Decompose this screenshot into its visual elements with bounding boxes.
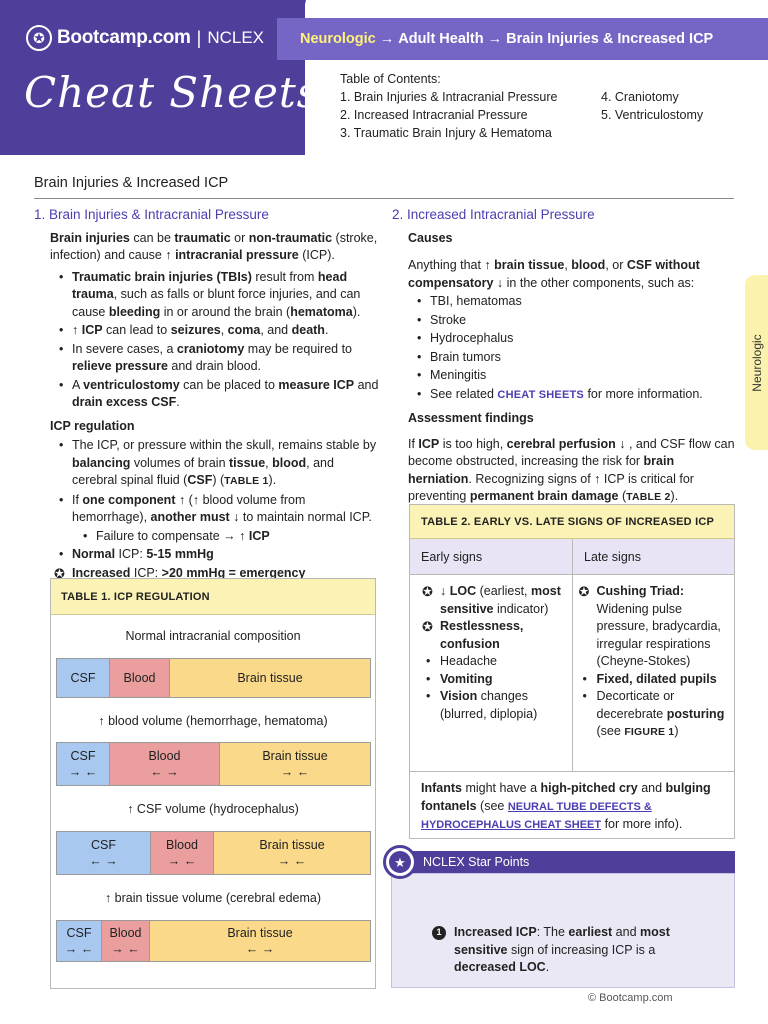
toc-title: Table of Contents: [340,72,441,86]
segment-csf: CSF → ← [57,743,110,785]
icp-regulation-heading: ICP regulation [50,418,135,433]
paragraph-causes: Anything that ↑ brain tissue, blood, or CSF without compensatory ↓ in the other components, such as: [408,258,700,290]
arrows-icon: → ← [64,942,94,956]
list-item: • Vision changes (blurred, diplopia) [440,688,568,723]
segment-brain-tissue: Brain tissue → ← [214,832,370,874]
list-item: • ↑ ICP can lead to seizures, coma, and death. [72,322,379,340]
number-badge: 1 [432,926,446,940]
segment-csf: CSF ← → [57,832,151,874]
segment-csf: CSF → ← [57,921,102,961]
table-title: TABLE 2. EARLY VS. LATE SIGNS OF INCREASED ICP [410,505,734,539]
early-signs-cell [410,575,573,771]
section-heading: 1. Brain Injuries & Intracranial Pressure [34,207,269,222]
list-item: • TBI, hematomas [430,293,738,311]
neural-tube-defects-link[interactable]: NEURAL TUBE DEFECTS & HYDROCEPHALUS CHEAT SHEET [421,800,652,831]
paragraph-assessment: If ICP is too high, cerebral perfusion ↓ , and CSF flow can become obstructed, increasing the risk for brain herniation. Recognizing signs of ↑ ICP is critical for preventing permanent brain damage (TABLE 2). [408,436,735,503]
side-tab-neurologic[interactable] [745,275,768,450]
list-item: • Headache [440,653,568,671]
segment-brain-tissue: Brain tissue [170,659,370,697]
late-signs-cell [573,575,734,771]
breadcrumb-arrow-icon: → [379,31,395,47]
composition-bar-increased-csf [56,831,371,875]
cheat-sheets-script-title: Cheat Sheets [24,68,320,117]
segment-blood: Blood → ← [102,921,150,961]
list-item: • Failure to compensate → ↑ ICP [96,528,379,546]
toc-item[interactable]: 5. Ventriculostomy [601,108,704,122]
breadcrumb-item-neurologic[interactable]: Neurologic [300,31,376,47]
list-item: ✪ Increased ICP: >20 mmHg = emergency [72,565,379,583]
toc-item[interactable]: 4. Craniotomy [601,90,679,104]
star-points-body [391,873,735,988]
logo[interactable] [26,25,264,51]
segment-csf: CSF [57,659,110,697]
table-footnote: Infants might have a high-pitched cry and bulging fontanels (see NEURAL TUBE DEFECTS & HYDROCEPHALUS CHEAT SHEET for more info). [421,781,711,831]
section-body [34,230,379,583]
page-title: Brain Injuries & Increased ICP [34,175,229,191]
list-item: ✪ Cushing Triad: Widening pulse pressure, bradycardia, irregular respirations (Cheyne-Stokes) [597,583,730,671]
list-item: • See related CHEAT SHEETS for more information. [430,386,738,405]
segment-brain-tissue: Brain tissue ← → [150,921,370,961]
list-item: • Normal ICP: 5-15 mmHg [72,546,379,564]
arrows-icon: → ← [111,942,140,956]
breadcrumb-item-current: Brain Injuries & Increased ICP [506,31,714,47]
footer-copyright: © Bootcamp.com [588,992,673,1004]
nclex-star-points [391,851,735,988]
table-caption: ↑ brain tissue volume (cerebral edema) [104,891,322,905]
bullet-list [50,546,379,582]
arrows-icon: → ← [277,854,307,868]
table-caption: Normal intracranial composition [125,629,301,643]
list-item: • Brain tumors [430,349,738,367]
table-caption: ↑ blood volume (hemorrhage, hematoma) [98,714,328,728]
bullet-list [50,269,379,412]
table-of-contents [340,70,704,140]
causes-list [408,293,738,404]
bullet-list [50,528,379,546]
section-increased-icp [392,206,738,511]
star-icon: ✪ [26,25,52,51]
table-icp-regulation [50,578,376,989]
list-item: • Decorticate or decerebrate posturing (see FIGURE 1) [597,688,730,742]
composition-bar-increased-blood [56,742,371,786]
segment-blood: Blood ← → [110,743,220,785]
list-item: • In severe cases, a craniotomy may be required to relieve pressure and drain blood. [72,341,379,376]
star-point-item: 1 Increased ICP: The earliest and most sensitive sign of increasing ICP is a decreased LOC. [432,924,692,977]
list-item: • Traumatic brain injuries (TBIs) result from head trauma, such as falls or blunt force injuries, and can cause bleeding in or around the brain (hematoma). [72,269,379,322]
paragraph-brain-injuries: Brain injuries can be traumatic or non-traumatic (stroke, infection) and cause ↑ intracranial pressure (ICP). [50,230,378,262]
segment-blood: Blood [110,659,170,697]
section-brain-injuries [34,206,379,583]
list-item: • Vomiting [440,671,568,689]
arrows-icon: → ← [167,854,197,868]
list-item: • Meningitis [430,367,738,385]
side-tab-label: Neurologic [749,333,764,392]
logo-subtitle: NCLEX [207,28,265,47]
table-caption: ↑ CSF volume (hydrocephalus) [127,802,299,816]
list-item: • A ventriculostomy can be placed to measure ICP and drain excess CSF. [72,377,379,412]
star-points-heading: NCLEX Star Points [391,851,735,873]
list-item: • If one component ↑ (↑ blood volume from hemorrhage), another must ↓ to maintain normal ICP. [72,492,379,527]
table-header-row [410,539,734,575]
list-item: ✪ ↓ LOC (earliest, most sensitive indicator) [440,583,568,618]
assessment-heading: Assessment findings [408,411,534,425]
column-header-early: Early signs [410,539,573,574]
divider [34,198,734,199]
arrows-icon: ← → [89,854,118,868]
bullet-list [50,437,379,527]
logo-separator: | [196,27,202,48]
breadcrumb [277,18,768,60]
composition-bar-normal [56,658,371,698]
segment-blood: Blood → ← [151,832,214,874]
list-item: • Fixed, dilated pupils [597,671,730,689]
causes-heading: Causes [408,230,453,245]
breadcrumb-arrow-icon: → [487,31,503,47]
table-title: TABLE 1. ICP REGULATION [51,579,375,615]
section-heading: 2. Increased Intracranial Pressure [392,207,595,222]
column-header-late: Late signs [584,549,641,564]
table-early-late-signs [409,504,735,839]
toc-item[interactable]: 1. Brain Injuries & Intracranial Pressure [340,90,558,104]
arrows-icon: ← → [150,765,179,779]
segment-brain-tissue: Brain tissue → ← [220,743,370,785]
star-badge-icon: ★ [383,845,417,879]
breadcrumb-item-adult-health[interactable]: Adult Health [398,31,484,47]
composition-bar-increased-brain-tissue [56,920,371,962]
toc-item[interactable]: 2. Increased Intracranial Pressure [340,108,528,122]
table-row [410,575,734,772]
brand-panel [0,0,320,155]
arrows-icon: → ← [68,765,98,779]
list-item: • Hydrocephalus [430,330,738,348]
arrows-icon: → ← [280,765,310,779]
arrows-icon: ← → [245,942,275,956]
list-item: ✪ Restlessness, confusion [440,618,568,653]
list-item: • The ICP, or pressure within the skull, remains stable by balancing volumes of brain tissue, blood, and cerebral spinal fluid (CSF) (TABLE 1). [72,437,379,491]
cheat-sheets-link[interactable]: CHEAT SHEETS [497,388,584,401]
toc-item[interactable]: 3. Traumatic Brain Injury & Hematoma [340,126,552,140]
logo-name: Bootcamp.com [57,27,191,48]
list-item: • Stroke [430,312,738,330]
